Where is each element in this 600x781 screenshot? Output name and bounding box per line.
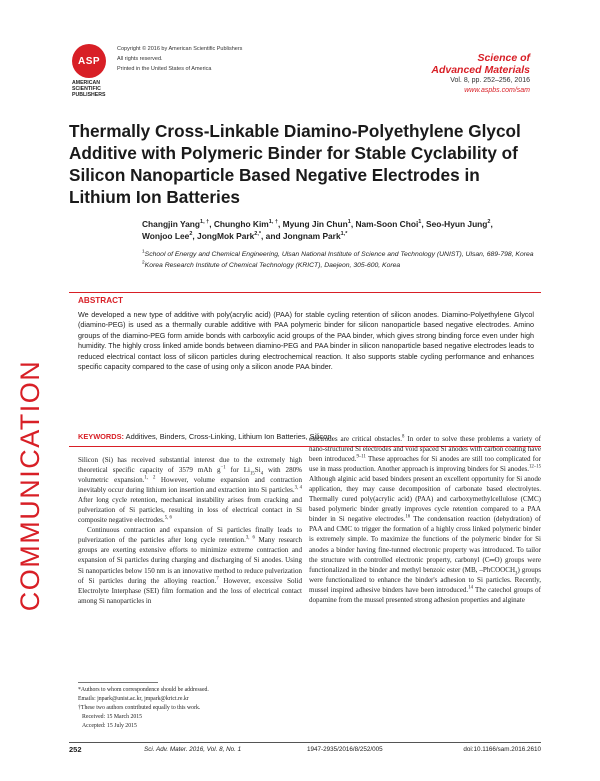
author-line-1: Changjin Yang$^{1, \dagger}$, Chungho Kim$^{1, \dagger}$, Myung Jin Chun$^1$, Nam-Soon Choi$^1$, Seo-Hyun Jung$^2$, [142, 219, 493, 229]
section-label: COMMUNICATION [15, 359, 46, 611]
journal-name-line1: Science of [477, 52, 530, 64]
body-paragraph: Silicon (Si) has received substantial interest due to the extremely high theoretical specific capacity of 3579 mAh $g^{-1}$ for $Li_{15}Si_4$ with 280% volumetric expansion.$^{1, 2}$ However, volume expansion and contraction inevitably occur during lithium ion insertion and extraction into Si particles.$^{3, 4}$ After long cycle retention, mechanical instability arises from cracking and pulverization of Si particles, resulting in loss of electrical contact in Si composite negative electrodes.$^{5, 6}$ [78, 456, 302, 525]
body-column-right [309, 434, 541, 605]
author-name: Nam-Soon Choi [355, 219, 419, 229]
footnote-emails[interactable]: Emails: jnpark@unist.ac.kr, jmpark@krict.re.kr [78, 696, 189, 702]
keywords-list: Additives, Binders, Cross-Linking, Lithium Ion Batteries, Silicon. [125, 432, 334, 441]
footer-citation: Sci. Adv. Mater. 2016, Vol. 8, No. 1 [144, 746, 242, 753]
page-number: 252 [69, 745, 82, 754]
publication-meta [117, 44, 242, 74]
printed-line: Printed in the United States of America [117, 66, 212, 72]
logo-text: ASP [77, 55, 101, 67]
author-name: Wonjoo Lee [142, 231, 190, 241]
affiliations [142, 249, 542, 271]
article-title: Thermally Cross-Linkable Diamino-Polyethylene Glycol Additive with Polymeric Binder for Stable Cyclability of Silicon Nanoparticle Based Negative Electrodes in Lithium Ion Batteries [69, 121, 521, 207]
footnotes [78, 686, 302, 731]
author-and: and [265, 231, 281, 241]
author-name: Changjin Yang [142, 219, 201, 229]
section-sidebar [6, 285, 56, 685]
footnote-accepted: Accepted: 15 July 2015 [82, 723, 137, 729]
abstract-text: We developed a new type of additive with poly(acrylic acid) (PAA) for stable cycling retention of silicon anodes. Diamino-Polyethylene Glycol (diamino-PEG) is used as a thermally curable additive with PAA polymeric binder for silicon nanoparticle based negative electrodes. Amino groups of the diamino-PEG form amide bonds with carboxylic acid groups of the PAA binder, which gives strong binding force even under high humidity. The highly cross linked amide bonds between diamino-PEG and PAA binder in silicon nanoparticle based negative electrodes leads to reduced electrical contact loss of silicon particles during electrochemical reaction. It also supports stable cycling performance and enhances specific capacity compared to the case of using only a silicon anode PAA binder. [78, 310, 534, 372]
body-column-left [78, 455, 302, 606]
author-name: Myung Jin Chun [282, 219, 348, 229]
abstract-heading: ABSTRACT [78, 296, 124, 305]
journal-name-line2: Advanced Materials [431, 64, 530, 76]
footnote-corresponding: *Authors to whom correspondence should be addressed. [78, 687, 209, 693]
journal-volume: Vol. 8, pp. 252–256, 2016 [450, 77, 530, 84]
footnote-received: Received: 15 March 2015 [82, 714, 143, 720]
footnote-equal-contribution: †These two authors contributed equally to this work. [78, 705, 201, 711]
author-name: Seo-Hyun Jung [426, 219, 488, 229]
author-name: JongMok Park [197, 231, 255, 241]
author-list [142, 218, 542, 242]
body-paragraph: Continuous contraction and expansion of Si particles finally leads to pulverization of the particles after long cycle retention.$^{3, 6}$ Many research groups are exerting extensive efforts to minimize extreme contraction and expansion of Si particles during charging and discharging of Si anodes. Using Si nanoparticles below 150 nm is an innovative method to reduce pulverization of Si particles during the alloying reaction.$^7$ However, excessive Solid Electrolyte Interphase (SEI) film formation and the loss of electrical contact among Si nanoparticles in [78, 526, 303, 605]
footer-rule [69, 742, 541, 743]
affiliation-item: $^1$School of Energy and Chemical Engineering, Ulsan National Institute of Science and Technology (UNIST), Ulsan, 689-798, Korea [142, 249, 534, 258]
author-name: Chungho Kim [213, 219, 269, 229]
author-name: Jongnam Park [282, 231, 341, 241]
publisher-logo [72, 44, 106, 78]
footnote-rule [78, 682, 158, 683]
footer-doi[interactable]: doi:10.1166/sam.2016.2610 [463, 746, 541, 753]
abstract-top-rule [69, 292, 541, 293]
journal-url[interactable]: www.aspbs.com/sam [464, 87, 530, 94]
publisher-name: AMERICAN SCIENTIFIC PUBLISHERS [72, 80, 106, 98]
copyright-line: Copyright © 2016 by American Scientific Publishers [117, 46, 243, 52]
author-line-2: Wonjoo Lee$^2$, JongMok Park$^{2,*}$, and Jongnam Park$^{1,*}$ [142, 231, 348, 241]
keywords-label: KEYWORDS: [78, 432, 124, 441]
journal-header [431, 52, 530, 95]
footer-issn: 1947-2935/2016/8/252/005 [307, 746, 383, 753]
body-paragraph: electrodes are critical obstacles.$^8$ In order to solve these problems a variety of nano-structured Si electrodes and void spaced Si anodes with carbon coating have been introduced.$^{9-11}$ These approaches for Si anodes are still too complicated for use in mass production. Another approach is improving binders for Si anodes.$^{12-15}$ Although alginic acid based binders present an excellent opportunity for Si anode application, they may cause decomposition of carbonate based electrolytes. Thermally cured poly(acrylic acid) (PAA) and carboxymethylcellulose (CMC) based polymeric binder greatly improves cycle retention compared to a PAA binder in Si negative electrodes.$^{16}$ The condensation reaction (dehydration) of PAA and CMC to trigger the formation of a highly cross linked polymeric binder is extremely simple. To maximize the functions of the polymeric binder for Si anodes a binder having fine-tunned electronic property was introduced. To tailor the structure with controlled electronic property, carbonyl (C═O) groups were functionalized in the binder and methyl benzoic ester (MB, –PhCOOCH$_3$) groups were functionalized to enhance the binder's adhesion to Si particles. Recently, mussel inspired adhesive binders have been introduced.$^{14}$ The catechol groups of dopamine from the mussel presented strong adhesion properties and alginate [309, 434, 542, 604]
rights-line: All rights reserved. [117, 56, 163, 62]
affiliation-item: $^2$Korea Research Institute of Chemical Technology (KRICT), Daejeon, 305-600, Korea [142, 260, 401, 269]
